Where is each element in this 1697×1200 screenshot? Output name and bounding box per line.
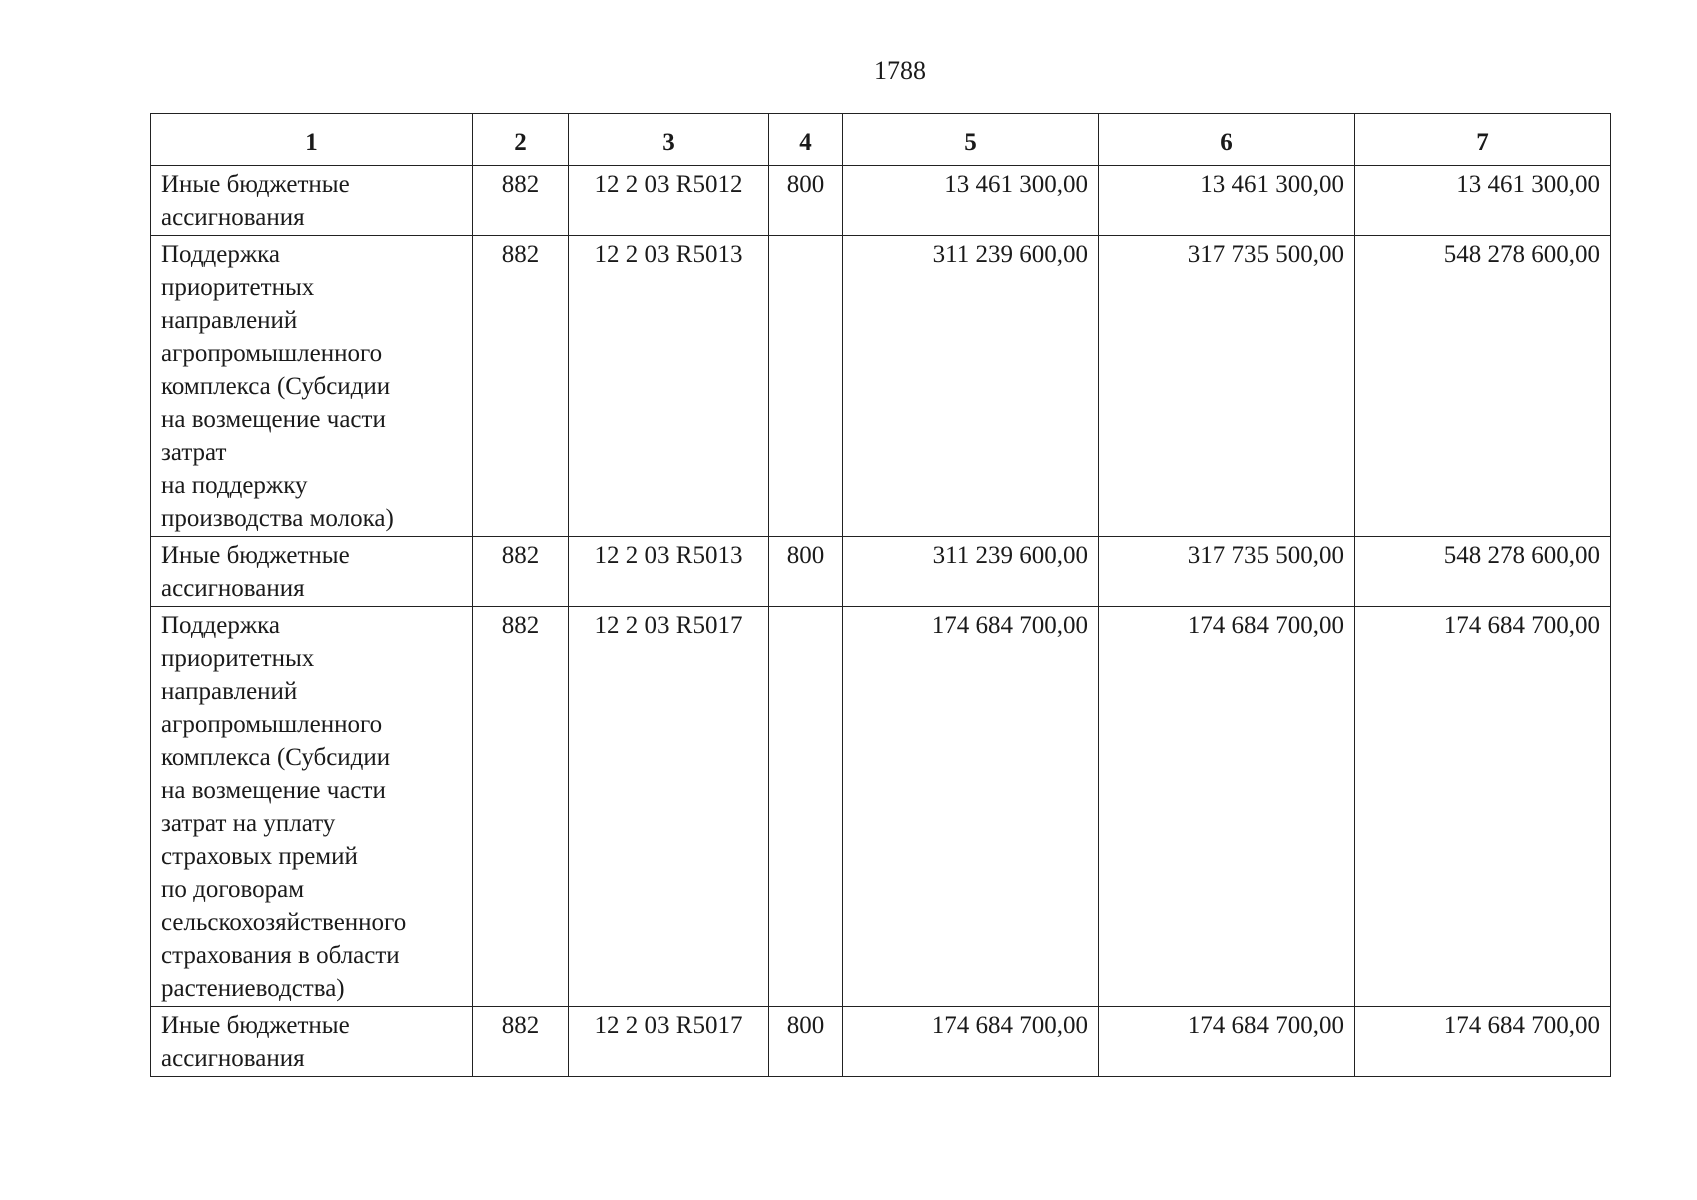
row-name-line: агропромышленного (161, 711, 383, 738)
amount-cell-col5: 174 684 700,00 (843, 607, 1099, 1007)
row-name-line: агропромышленного (161, 340, 383, 367)
row-name-line: приоритетных (161, 645, 315, 672)
column-header: 3 (569, 114, 769, 166)
amount-cell-col7: 548 278 600,00 (1355, 236, 1611, 537)
row-name-line: Иные бюджетные (161, 171, 350, 198)
admin-code-cell: 882 (473, 1007, 569, 1077)
amount-cell-col7: 548 278 600,00 (1355, 537, 1611, 607)
row-name-line: затрат (161, 439, 227, 466)
target-article-cell: 12 2 03 R5017 (569, 607, 769, 1007)
expense-type-cell (769, 236, 843, 537)
column-header: 6 (1099, 114, 1355, 166)
table-row (151, 1007, 1611, 1077)
amount-cell-col5: 311 239 600,00 (843, 537, 1099, 607)
amount-cell-col7: 174 684 700,00 (1355, 1007, 1611, 1077)
column-header: 4 (769, 114, 843, 166)
row-name-line: ассигнования (161, 575, 305, 602)
row-name-line: на возмещение части (161, 777, 386, 804)
table-row (151, 537, 1611, 607)
page-number: 1788 (874, 56, 926, 85)
table-row (151, 236, 1611, 537)
expense-type-cell (769, 607, 843, 1007)
admin-code-cell: 882 (473, 236, 569, 537)
amount-cell-col7: 13 461 300,00 (1355, 166, 1611, 236)
row-name-cell (151, 1007, 473, 1077)
row-name-line: направлений (161, 307, 298, 334)
admin-code-cell: 882 (473, 166, 569, 236)
amount-cell-col6: 317 735 500,00 (1099, 236, 1355, 537)
row-name-line: производства молока) (161, 505, 394, 532)
row-name-line: Поддержка (161, 241, 281, 268)
amount-cell-col6: 174 684 700,00 (1099, 607, 1355, 1007)
row-name-line: приоритетных (161, 274, 315, 301)
expense-type-cell: 800 (769, 537, 843, 607)
target-article-cell: 12 2 03 R5013 (569, 537, 769, 607)
row-name-line: ассигнования (161, 204, 305, 231)
row-name-line: страхования в области (161, 942, 400, 969)
table-row (151, 166, 1611, 236)
row-name-cell (151, 166, 473, 236)
row-name-line: ассигнования (161, 1045, 305, 1072)
row-name-line: страховых премий (161, 843, 358, 870)
column-header: 7 (1355, 114, 1611, 166)
table-header-row (151, 114, 1611, 166)
table-row (151, 607, 1611, 1007)
admin-code-cell: 882 (473, 607, 569, 1007)
amount-cell-col6: 317 735 500,00 (1099, 537, 1355, 607)
amount-cell-col5: 174 684 700,00 (843, 1007, 1099, 1077)
row-name-line: Поддержка (161, 612, 281, 639)
row-name-line: комплекса (Субсидии (161, 373, 391, 400)
row-name-line: растениеводства) (161, 975, 345, 1002)
budget-table (150, 113, 1611, 1077)
row-name-line: комплекса (Субсидии (161, 744, 391, 771)
row-name-line: Иные бюджетные (161, 1012, 350, 1039)
target-article-cell: 12 2 03 R5017 (569, 1007, 769, 1077)
row-name-line: сельскохозяйственного (161, 909, 407, 936)
amount-cell-col5: 311 239 600,00 (843, 236, 1099, 537)
expense-type-cell: 800 (769, 1007, 843, 1077)
row-name-cell (151, 537, 473, 607)
admin-code-cell: 882 (473, 537, 569, 607)
amount-cell-col6: 174 684 700,00 (1099, 1007, 1355, 1077)
row-name-cell (151, 607, 473, 1007)
row-name-line: затрат на уплату (161, 810, 336, 837)
column-header: 5 (843, 114, 1099, 166)
row-name-line: Иные бюджетные (161, 542, 350, 569)
row-name-line: по договорам (161, 876, 305, 903)
amount-cell-col6: 13 461 300,00 (1099, 166, 1355, 236)
row-name-cell (151, 236, 473, 537)
row-name-line: на поддержку (161, 472, 308, 499)
amount-cell-col5: 13 461 300,00 (843, 166, 1099, 236)
row-name-line: на возмещение части (161, 406, 386, 433)
row-name-line: направлений (161, 678, 298, 705)
column-header: 2 (473, 114, 569, 166)
expense-type-cell: 800 (769, 166, 843, 236)
amount-cell-col7: 174 684 700,00 (1355, 607, 1611, 1007)
target-article-cell: 12 2 03 R5013 (569, 236, 769, 537)
target-article-cell: 12 2 03 R5012 (569, 166, 769, 236)
column-header: 1 (151, 114, 473, 166)
